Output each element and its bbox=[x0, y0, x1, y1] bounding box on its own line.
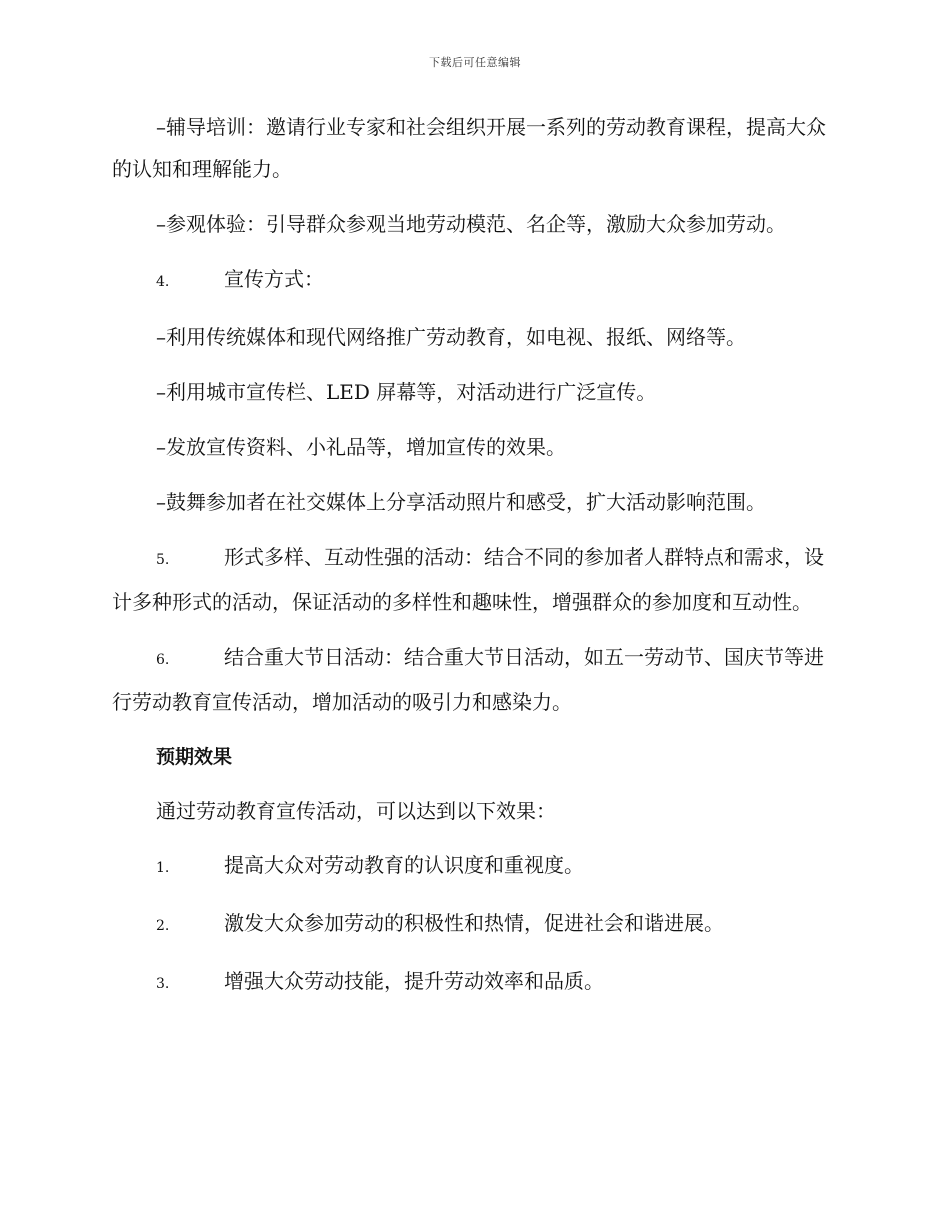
item-number: 4. bbox=[156, 274, 170, 290]
bullet-item-materials: –发放宣传资料、小礼品等，增加宣传的效果。 bbox=[156, 435, 566, 459]
item-number: 3. bbox=[156, 976, 170, 992]
item-number: 2. bbox=[156, 918, 170, 934]
bullet-item-social: –鼓舞参加者在社交媒体上分享活动照片和感受，扩大活动影响范围。 bbox=[156, 490, 766, 514]
item-text: 激发大众参加劳动的积极性和热情，促进社会和谐进展。 bbox=[224, 911, 724, 935]
item-text: 增强大众劳动技能，提升劳动效率和品质。 bbox=[224, 969, 604, 993]
section-heading: 预期效果 bbox=[156, 746, 233, 768]
numbered-item-6 bbox=[112, 636, 838, 723]
item-text: 提高大众对劳动教育的认识度和重视度。 bbox=[224, 853, 584, 877]
page-header: 下载后可任意编辑 bbox=[429, 56, 521, 69]
section-intro: 通过劳动教育宣传活动，可以达到以下效果： bbox=[156, 799, 556, 823]
item-text: 宣传方式： bbox=[224, 267, 324, 291]
item-number: 5. bbox=[156, 552, 170, 568]
numbered-item-5 bbox=[112, 536, 838, 623]
item-text: 结合重大节日活动：结合重大节日活动，如五一劳动节、国庆节等进行劳动教育宣传活动，增加活动的吸引力和感染力。 bbox=[112, 645, 824, 714]
numbered-item-2 bbox=[112, 902, 838, 947]
numbered-item-3 bbox=[112, 960, 838, 1005]
numbered-item-4 bbox=[112, 258, 838, 303]
bullet-item-training: –辅导培训：邀请行业专家和社会组织开展一系列的劳动教育课程，提高大众的认知和理解能力。 bbox=[112, 115, 826, 181]
document-body bbox=[112, 106, 838, 1018]
bullet-item-visit: –参观体验：引导群众参观当地劳动模范、名企等，激励大众参加劳动。 bbox=[156, 212, 786, 236]
bullet-item-media: –利用传统媒体和现代网络推广劳动教育，如电视、报纸、网络等。 bbox=[156, 325, 746, 349]
item-number: 1. bbox=[156, 860, 170, 876]
item-text: 形式多样、互动性强的活动：结合不同的参加者人群特点和需求，设计多种形式的活动，保证活动的多样性和趣味性，增强群众的参加度和互动性。 bbox=[112, 545, 824, 614]
item-number: 6. bbox=[156, 652, 170, 668]
numbered-item-1 bbox=[112, 844, 838, 889]
bullet-item-led: –利用城市宣传栏、LED 屏幕等，对活动进行广泛宣传。 bbox=[156, 380, 657, 404]
